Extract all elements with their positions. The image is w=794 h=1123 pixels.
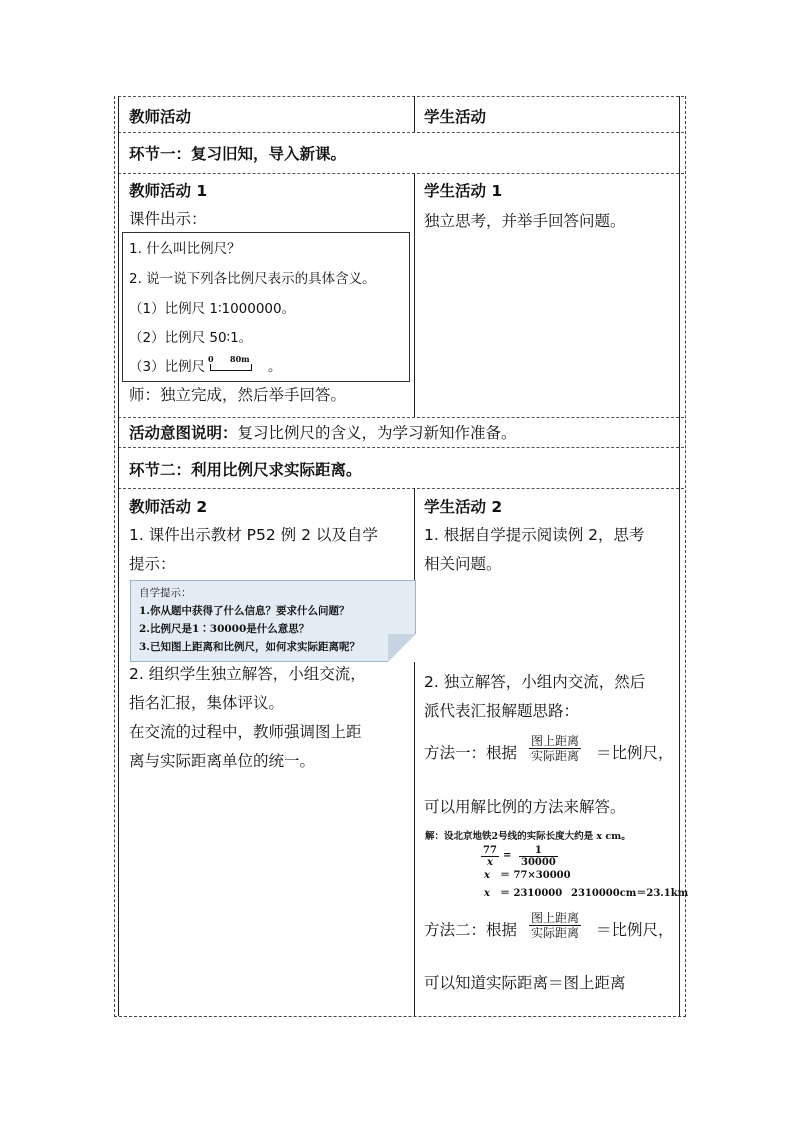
section1-teacher-heading: 教师活动 1 (129, 182, 208, 200)
note-l3: 3.已知图上距离和比例尺，如何求实际距离呢？ (139, 641, 360, 653)
solution-frac-left (481, 845, 499, 868)
section2-teacher-l2: 提示： (129, 555, 176, 573)
section2-student-l2: 相关问题。 (424, 555, 502, 573)
scale-left-label: 0 (208, 354, 214, 364)
solution-line3-rhs: ＝ 2310000 (500, 888, 563, 899)
row-divider (118, 488, 684, 489)
method2-frac-den: 实际距离 (531, 926, 580, 940)
row-divider (118, 417, 684, 418)
scale-right-label: 80m (230, 354, 250, 364)
intent-text: 复习比例尺的含义，为学习新知作准备。 (237, 424, 517, 442)
method2-frac-num: 图上距离 (531, 911, 580, 925)
section2-teacher-l4: 指名汇报，集体评议。 (129, 694, 285, 712)
box-item2: （2）比例尺 50∶1。 (129, 330, 253, 346)
method2-suffix: ＝比例尺， (596, 921, 674, 939)
col-border-left (118, 96, 119, 1016)
col-border-mid (414, 96, 415, 132)
note-l2: 2.比例尺是1∶30000是什么意思？ (139, 623, 310, 635)
method1-frac-den: 实际距离 (531, 749, 580, 763)
row-divider (118, 132, 684, 133)
solution-frac-left-num: 77 (483, 845, 497, 856)
solution-line3-lhs: x (484, 888, 490, 899)
method2-prefix: 方法二：根据 (424, 921, 518, 939)
note-fold-corner (388, 634, 416, 662)
intent-label: 活动意图说明： (129, 424, 238, 442)
solution-frac-right-num: 1 (519, 845, 558, 857)
col-border-mid (414, 488, 415, 1016)
header-teacher: 教师活动 (129, 108, 192, 126)
section1-teacher-after: 师：独立完成，然后举手回答。 (129, 386, 347, 404)
header-student: 学生活动 (424, 108, 487, 126)
solution-frac-right-den: 30000 (521, 857, 556, 868)
col-border-right (679, 96, 680, 1016)
section2-student-l3: 2. 独立解答，小组内交流，然后 (424, 673, 646, 691)
method1-suffix: ＝比例尺， (596, 744, 674, 762)
section2-student-heading: 学生活动 2 (424, 498, 503, 516)
section1-student-heading: 学生活动 1 (424, 182, 503, 200)
section2-teacher-heading: 教师活动 2 (129, 498, 208, 516)
intent-row (129, 423, 517, 443)
method1-l2: 可以用解比例的方法来解答。 (424, 798, 626, 816)
solution-frac-right (519, 845, 558, 868)
row-divider (118, 447, 684, 448)
row-divider (118, 96, 684, 97)
section2-teacher-l3: 2. 组织学生独立解答，小组交流， (129, 665, 366, 683)
box-item3-prefix: （3）比例尺 (129, 359, 206, 375)
solution-frac-left-den: x (486, 857, 493, 868)
col-border-mid (414, 173, 415, 417)
section1-title: 环节一：复习旧知，导入新课。 (129, 145, 347, 163)
box-item1: （1）比例尺 1∶1000000。 (129, 301, 296, 317)
self-study-note (130, 580, 416, 662)
section2-student-l1: 1. 根据自学提示阅读例 2，思考 (424, 526, 645, 544)
solution-eq: = (503, 850, 512, 861)
note-l1: 1.你从题中获得了什么信息？要求什么问题？ (139, 605, 350, 617)
section2-teacher-l1: 1. 课件出示教材 P52 例 2 以及自学 (129, 526, 378, 544)
solution-line2-rhs: ＝ 77×30000 (500, 870, 571, 881)
method1-frac-num: 图上距离 (531, 734, 580, 748)
section2-teacher-l6: 离与实际距离单位的统一。 (129, 752, 316, 770)
scale-line (210, 364, 252, 371)
row-divider (118, 173, 684, 174)
box-item3-suffix: 。 (268, 359, 282, 375)
section1-teacher-show: 课件出示： (129, 210, 207, 228)
solution-line2-lhs: x (484, 870, 490, 881)
method1-prefix: 方法一：根据 (424, 744, 518, 762)
scale-bar (206, 353, 266, 375)
note-title: 自学提示： (139, 587, 192, 599)
section2-student-l4: 派代表汇报解题思路： (424, 702, 580, 720)
method1-fraction (529, 734, 581, 763)
section1-student-text: 独立思考，并举手回答问题。 (424, 212, 626, 230)
box-q2: 2. 说一说下列各比例尺表示的具体含义。 (129, 271, 376, 287)
box-q1: 1. 什么叫比例尺？ (129, 241, 241, 257)
solution-intro: 解：设北京地铁2号线的实际长度大约是 x cm。 (425, 831, 631, 842)
section2-title: 环节二：利用比例尺求实际距离。 (129, 461, 362, 479)
method2-fraction (529, 911, 581, 940)
solution-line3-note: 2310000cm＝23.1km (571, 888, 689, 899)
method2-l2: 可以知道实际距离＝图上距离 (424, 974, 626, 992)
section2-teacher-l5: 在交流的过程中，教师强调图上距 (129, 723, 362, 741)
